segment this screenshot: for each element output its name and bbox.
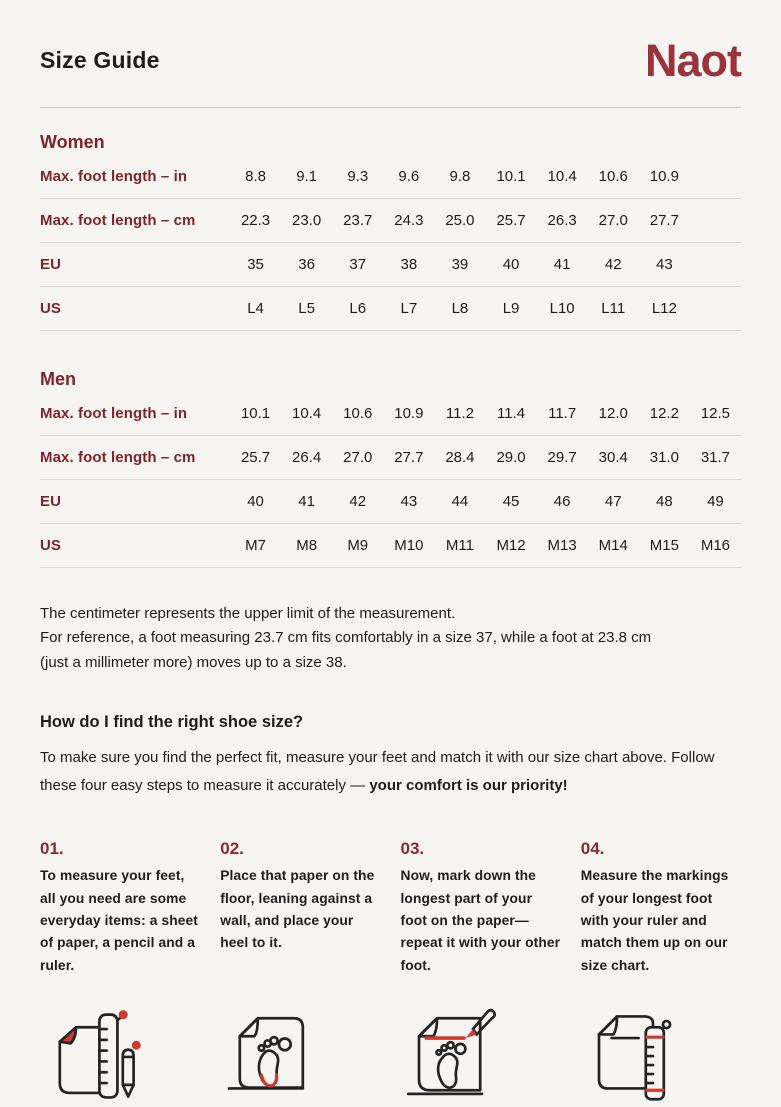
size-value: 25.7 [240,449,271,466]
step-text: Place that paper on the floor, leaning against a wall, and place your heel to it. [220,868,375,951]
size-value: 29.0 [496,449,526,466]
size-value: M15 [649,537,679,554]
size-value: 10.4 [547,168,577,185]
step-4 [581,839,741,977]
size-value: M13 [547,537,577,554]
paper-footprint-pencil-mark-icon [401,997,561,1107]
size-value: 29.7 [547,449,577,466]
row-label: Max. foot length – cm [40,449,196,466]
size-value: 43 [400,493,418,510]
size-value: 12.5 [700,405,731,422]
men-size-table [40,392,741,568]
row-label: US [40,537,62,554]
step-icons-row [40,997,741,1107]
step-text: Now, mark down the longest part of your foot on the paper—repeat it with your other foot. [400,868,561,973]
size-value: 42 [349,493,367,510]
size-value: 12.2 [649,405,679,422]
size-value: L7 [400,300,418,317]
measurement-note [40,602,741,675]
paper-ruler-pencil-icon [40,997,200,1107]
step-number: 03. [400,839,425,859]
guide-heading: How do I find the right shoe size? [40,712,304,731]
table-row [40,480,741,524]
size-value: 30.4 [598,449,628,466]
step-number: 01. [40,839,64,859]
guide-intro [40,744,740,800]
size-value: L5 [298,300,315,317]
row-label: Max. foot length – in [40,405,188,422]
size-value: M12 [496,537,526,554]
table-row [40,524,741,568]
table-row [40,392,741,436]
size-value: 25.0 [445,212,475,229]
size-value: L10 [549,300,575,317]
naot-logo: Naot [645,35,741,86]
note-line: For reference, a foot measuring 23.7 cm fits comfortably in a size 37, while a foot at 23.8 cm [40,629,652,647]
row-label: US [40,300,62,317]
women-size-table [40,155,741,331]
size-value: 27.7 [649,212,679,229]
size-value: 31.7 [700,449,731,466]
size-value: 10.1 [496,168,526,185]
step-text: To measure your feet, all you need are some everyday items: a sheet of paper, a pencil and a ruler. [40,868,198,973]
size-value: 26.4 [292,449,322,466]
table-row [40,287,741,331]
note-line: The centimeter represents the upper limit of the measurement. [40,605,456,622]
size-value: 47 [604,493,622,510]
size-value: 10.4 [292,405,322,422]
row-label: EU [40,256,62,273]
size-value: 38 [400,256,418,273]
size-value: 40 [247,493,264,510]
size-value: 26.3 [547,212,577,229]
size-value: 10.1 [240,405,271,422]
size-value: L12 [651,300,677,317]
note-line: (just a millimeter more) moves up to a size 38. [40,653,347,671]
size-value: 8.8 [245,168,266,185]
size-value: 11.7 [548,405,577,422]
step-text: Measure the markings of your longest foot with your ruler and match them up on our size chart. [580,868,729,973]
size-value: 25.7 [496,212,526,229]
size-value: L11 [601,300,626,317]
size-value: M11 [445,537,474,554]
size-value: 35 [247,256,264,273]
size-value: 9.3 [347,168,369,185]
row-label: EU [40,493,62,510]
size-value: L9 [502,300,520,317]
size-value: 39 [451,256,469,273]
size-value: 44 [451,493,469,510]
size-value: M8 [296,537,318,554]
size-value: 27.0 [343,449,373,466]
size-value: 43 [656,256,673,273]
size-value: 9.1 [296,168,318,185]
size-value: M10 [394,537,424,554]
table-row [40,199,741,243]
size-value: 11.2 [445,405,474,422]
size-value: 9.6 [398,168,420,185]
size-value: 41 [553,256,571,273]
guide-intro-text: To make sure you find the perfect fit, measure your feet and match it with our size chart above. Follow these four easy steps to measure it accurately — [40,748,715,794]
size-value: 31.0 [649,449,679,466]
size-value: M7 [245,537,266,554]
header-divider [40,107,741,108]
table-row [40,436,741,480]
size-value: 10.9 [649,168,679,185]
size-value: 27.7 [394,449,424,466]
page-title: Size Guide [40,47,160,73]
size-value: 48 [656,493,673,510]
size-value: 11.4 [496,405,526,422]
size-value: 22.3 [240,212,271,229]
size-value: 23.0 [292,212,322,229]
row-label: Max. foot length – cm [40,212,196,229]
size-value: 27.0 [598,212,628,229]
size-value: 28.4 [445,449,475,466]
size-value: 45 [502,493,520,510]
size-value: 10.6 [598,168,628,185]
size-value: 10.6 [343,405,373,422]
size-value: 49 [707,493,724,510]
step-1 [40,839,200,977]
size-value: 40 [502,256,520,273]
size-value: 46 [553,493,571,510]
row-label: Max. foot length – in [40,168,188,185]
size-value: 41 [298,493,315,510]
size-value: 24.3 [394,212,424,229]
step-number: 02. [220,839,244,859]
women-section-heading: Women [40,132,105,152]
size-value: 36 [298,256,315,273]
step-number: 04. [580,839,605,859]
size-value: 12.0 [598,405,628,422]
size-value: 10.9 [394,405,424,422]
size-value: 9.8 [449,168,471,185]
size-value: L4 [247,300,264,317]
guide-intro-bold-text: your comfort is our priority! [369,776,568,794]
size-value: 37 [349,256,367,273]
paper-ruler-markings-icon [581,997,741,1107]
steps [40,839,741,977]
size-value: L8 [451,300,469,317]
size-value: M14 [598,537,628,554]
header [40,35,741,86]
paper-heel-footprint-icon [220,997,380,1107]
size-value: 23.7 [343,212,373,229]
size-value: L6 [349,300,367,317]
step-2 [220,839,380,977]
men-section-heading: Men [40,369,76,389]
size-value: M9 [347,537,369,554]
step-3 [401,839,561,977]
size-value: M16 [700,537,731,554]
size-value: 42 [604,256,622,273]
table-row [40,243,741,287]
table-row [40,155,741,199]
